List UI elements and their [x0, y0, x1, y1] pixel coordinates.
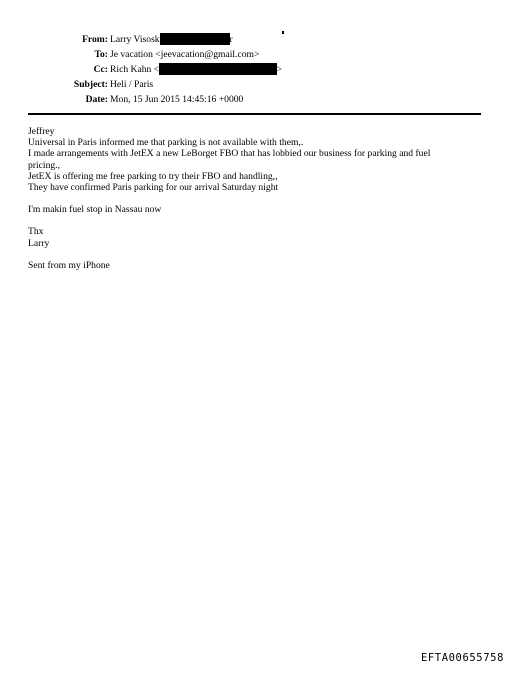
from-trailing: r [229, 34, 233, 44]
subject-row [0, 77, 260, 92]
subject-label: Subject: [73, 79, 108, 90]
from-row [0, 32, 260, 47]
body-line: I'm makin fuel stop in Nassau now [28, 204, 162, 216]
subject-value: Heli / Paris [110, 79, 154, 90]
cc-value [110, 62, 282, 77]
redaction-block [160, 33, 230, 45]
signoff-line: Thx [28, 226, 44, 238]
document-id: EFTA00655758 [420, 652, 504, 664]
from-name: Larry Visosk [110, 34, 160, 45]
body-paragraph-2 [28, 204, 488, 215]
signature-line: Sent from my iPhone [28, 259, 110, 271]
header-divider [28, 113, 481, 115]
cc-label: Cc: [93, 64, 108, 75]
greeting: Jeffrey [28, 126, 55, 137]
cc-lead: < [153, 64, 159, 74]
body-line: I made arrangements with JetEX a new LeBorget FBO that has lobbied our business for parking and fuel [28, 148, 431, 160]
body-line: Universal in Paris informed me that parking is not available with them,. [28, 137, 304, 149]
cc-name: Rich Kahn [110, 64, 152, 75]
cc-trailing: > [276, 64, 282, 74]
body-paragraph-1 [28, 126, 488, 193]
date-value: Mon, 15 Jun 2015 14:45:16 +0000 [110, 94, 244, 105]
signoff [28, 226, 488, 248]
signoff-name: Larry [28, 237, 50, 249]
email-header [0, 32, 282, 107]
to-label: To: [94, 49, 108, 60]
signature [28, 260, 488, 271]
redaction-block [159, 63, 277, 75]
from-label: From: [82, 34, 108, 45]
to-value: Je vacation <jeevacation@gmail.com> [110, 49, 260, 60]
stray-mark [282, 31, 284, 34]
body-line: JetEX is offering me free parking to try their FBO and handling,, [28, 170, 278, 182]
date-label: Date: [85, 94, 108, 105]
date-row [0, 92, 260, 107]
email-body [28, 126, 488, 282]
from-value [110, 32, 233, 47]
body-line: They have confirmed Paris parking for our arrival Saturday night [28, 182, 279, 194]
cc-row [0, 62, 282, 77]
body-line: pricing., [28, 159, 60, 171]
to-row [0, 47, 260, 62]
